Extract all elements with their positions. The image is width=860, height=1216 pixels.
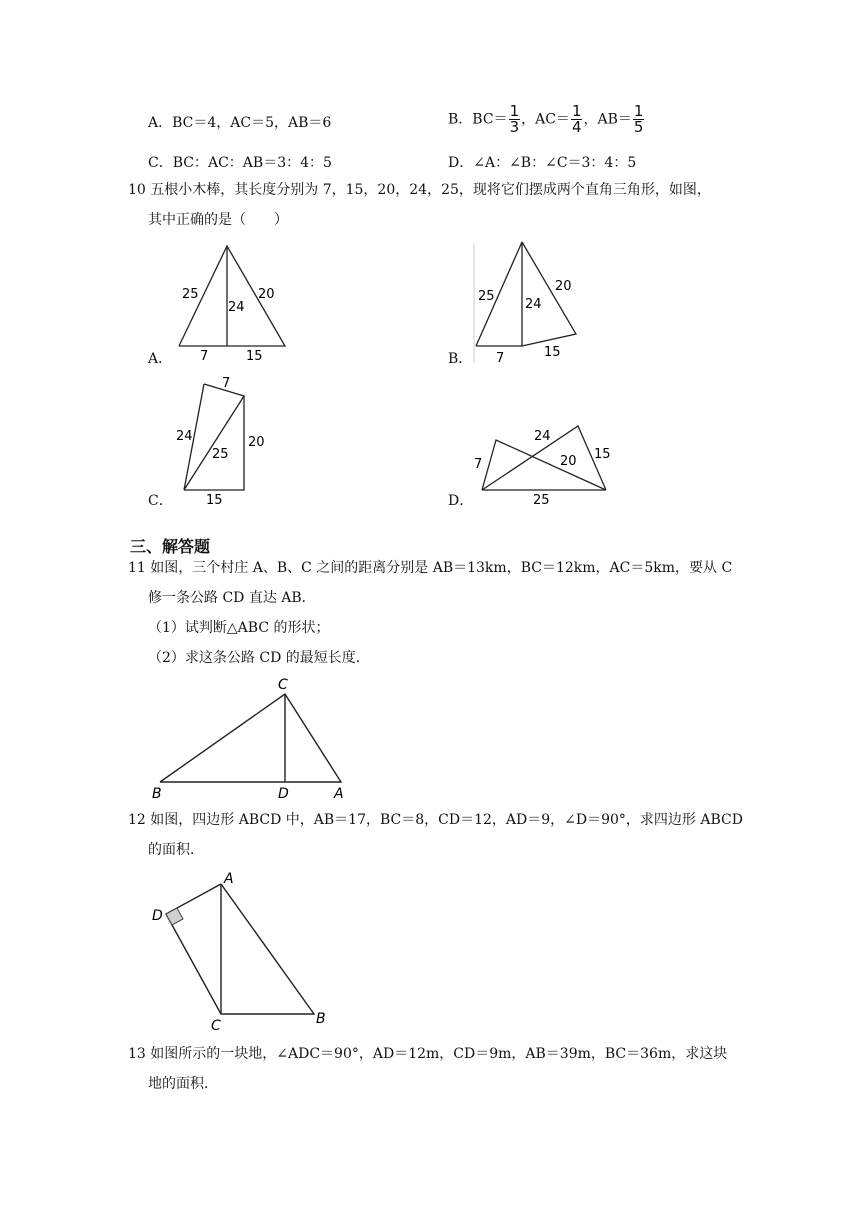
q10-figure-b (470, 238, 590, 366)
q11-figure (148, 672, 358, 804)
q12-stem-line1: 12 如图，四边形 ABCD 中，AB＝17，BC＝8，CD＝12，AD＝9，∠D＝90°，求四边形 ABCD (128, 812, 743, 828)
q11-vertex-b: B (152, 786, 162, 802)
q9-option-b-sep1: ，AC＝ (521, 111, 570, 128)
figure-b-label-20: 20 (555, 279, 572, 294)
q12-vertex-d: D (152, 908, 163, 924)
q10-option-d-label: D． (448, 493, 474, 509)
figure-c-label-15: 15 (206, 493, 223, 507)
figure-c-label-20: 20 (248, 435, 265, 450)
figure-b-label-24: 24 (525, 297, 542, 312)
q11-vertex-a: A (334, 786, 344, 802)
figure-b-label-7: 7 (496, 351, 505, 366)
q10-option-b-label: B． (448, 351, 473, 367)
fraction-one-third: $\frac{1}{3}$ (509, 102, 520, 136)
q10-figure-a (170, 238, 300, 363)
figure-c-upper-triangle (184, 384, 244, 490)
q9-option-b (448, 104, 645, 135)
q10-option-a-label: A． (148, 351, 173, 367)
q10-figure-d (470, 418, 620, 510)
q10-stem-line1: 10 五根小木棒，其长度分别为 7，15，20，24，25，现将它们摆成两个直角三角形，如图， (128, 182, 711, 198)
figure-a-label-20: 20 (258, 287, 275, 302)
q11-vertex-d: D (278, 786, 289, 802)
q10-option-c-label: C． (148, 493, 173, 509)
q12-stem-line2: 的面积． (148, 842, 204, 858)
q13-stem-line2: 地的面积． (148, 1076, 218, 1092)
q9-option-b-prefix: B．BC＝ (448, 111, 508, 128)
q12-figure (148, 866, 338, 1036)
figure-a-label-7: 7 (200, 349, 209, 363)
fraction-one-quarter: $\frac{1}{4}$ (571, 102, 582, 136)
figure-c-label-25: 25 (212, 447, 229, 462)
figure-a-label-15: 15 (246, 349, 263, 363)
q11-part1: （1）试判断△ABC 的形状； (148, 620, 330, 636)
q12-vertex-a: A (224, 871, 234, 887)
figure-d-label-20: 20 (560, 454, 577, 469)
q11-part2: （2）求这条公路 CD 的最短长度． (148, 650, 370, 666)
q11-vertex-c: C (278, 677, 288, 693)
figure-d-label-7: 7 (474, 457, 483, 472)
figure-d-label-25: 25 (533, 493, 550, 508)
figure-c-label-24: 24 (176, 429, 193, 444)
figure-d-label-24: 24 (534, 429, 551, 444)
q10-stem-line2: 其中正确的是（ ） (148, 212, 288, 228)
q9-option-d: D．∠A：∠B：∠C＝3：4：5 (448, 155, 637, 171)
q12-quadrilateral (166, 884, 314, 1014)
section-title: 三、解答题 (130, 537, 211, 556)
figure-d-label-15: 15 (594, 447, 611, 462)
q9-option-b-sep2: ，AB＝ (583, 111, 632, 128)
fraction-one-fifth: $\frac{1}{5}$ (633, 102, 644, 136)
q10-figure-c (170, 372, 280, 507)
q11-triangle (160, 694, 341, 782)
q11-stem-line1: 11 如图，三个村庄 A、B、C 之间的距离分别是 AB＝13km，BC＝12km，AC＝5km，要从 C (128, 560, 733, 576)
q9-option-a: A．BC＝4，AC＝5，AB＝6 (148, 115, 332, 131)
figure-c-label-7: 7 (222, 376, 231, 391)
figure-b-label-25: 25 (478, 289, 495, 304)
figure-a-label-24: 24 (228, 300, 245, 315)
q13-stem-line1: 13 如图所示的一块地，∠ADC＝90°，AD＝12m，CD＝9m，AB＝39m，BC＝36m，求这块 (128, 1046, 728, 1062)
figure-b-label-15: 15 (544, 345, 561, 360)
figure-a-label-25: 25 (182, 287, 199, 302)
q12-vertex-c: C (211, 1018, 221, 1034)
right-angle-mark-icon (166, 908, 183, 925)
q9-option-c: C．BC：AC：AB＝3：4：5 (148, 155, 332, 171)
figure-b-right-triangle (522, 242, 576, 346)
q12-vertex-b: B (316, 1011, 326, 1027)
q11-stem-line2: 修一条公路 CD 直达 AB． (148, 590, 316, 606)
